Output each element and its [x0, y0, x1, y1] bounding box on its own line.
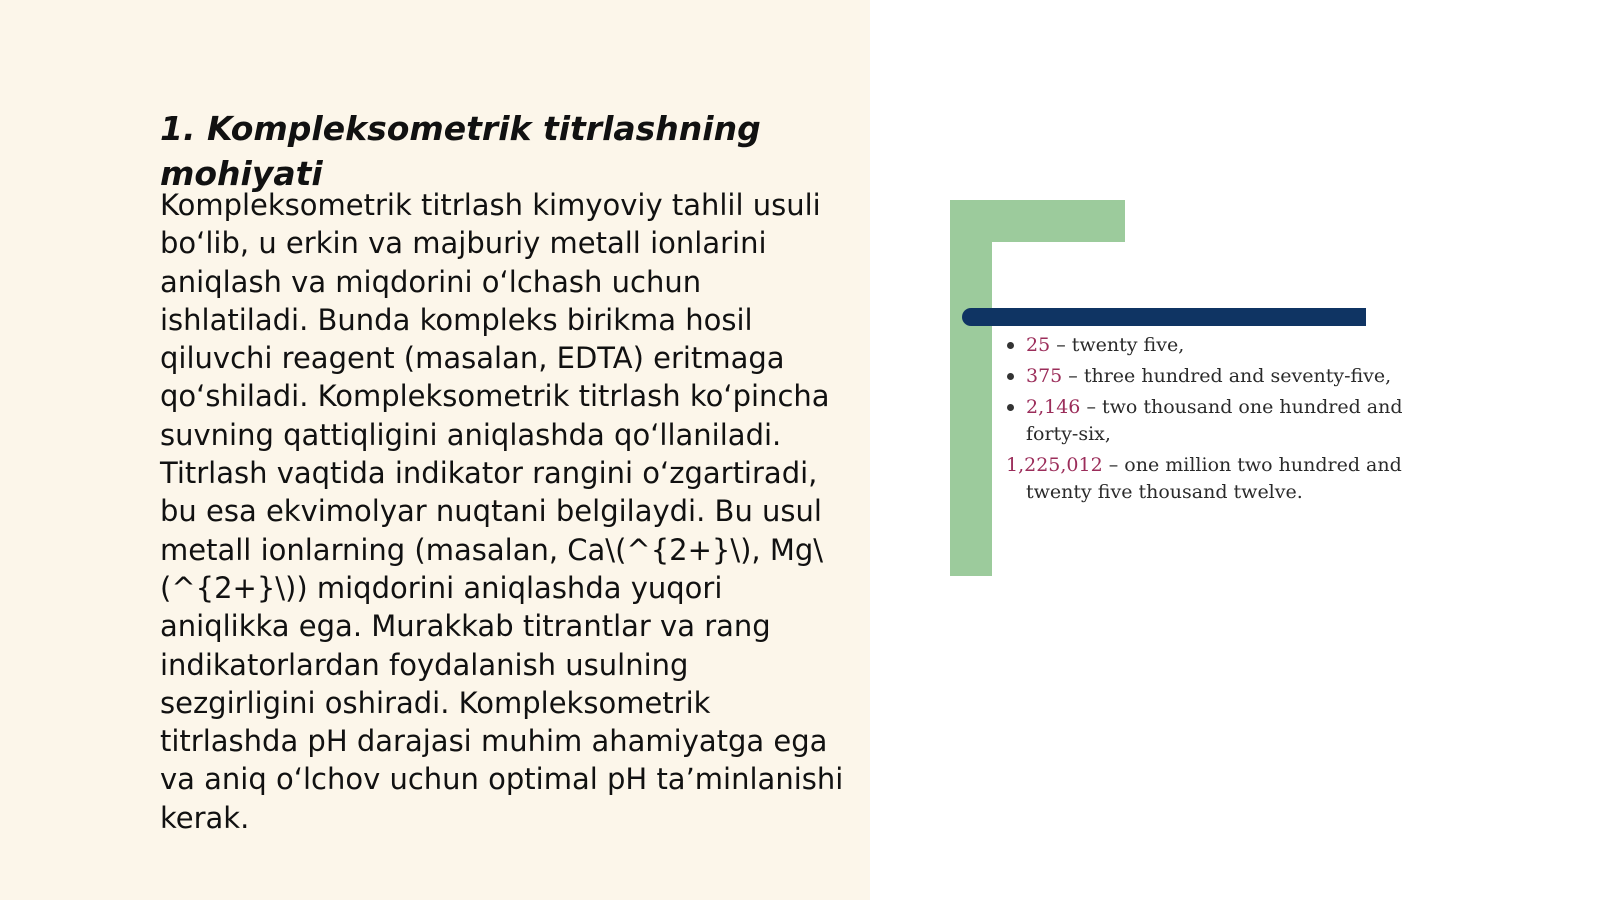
slide-body-text: Kompleksometrik titrlash kimyoviy tahlil usuli bo‘lib, u erkin va majburiy metall ionlarini aniqlash va miqdorini o‘lchash uchun ishlatiladi. Bunda kompleks birikma hosil qiluvchi reagent (masalan, EDTA) eritmaga qo‘shiladi. Kompleksometrik titrlash ko‘pincha suvning qattiqligini aniqlashda qo‘llaniladi. Titrlash vaqtida indikator rangini o‘zgartiradi, bu esa ekvimolyar nuqtani belgilaydi. Bu usul metall ionlarning (masalan, Ca\(^{2+}\), Mg\(^{2+}\)) miqdorini aniqlashda yuqori aniqlikka ega. Murakkab titrantlar va rang indikatorlardan foydalanish usulning sezgirligini oshiradi. Kompleksometrik titrlashda pH darajasi muhim ahamiyatga ega va aniq o‘lchov uchun optimal pH ta’minlanishi kerak. [160, 188, 844, 835]
bullet-icon [1007, 342, 1014, 349]
green-frame-left [950, 200, 992, 576]
list-item [1006, 332, 1436, 359]
bullet-icon [1007, 373, 1014, 380]
number-value: 2,146 [1026, 396, 1081, 418]
number-words: – one million two hundred and twenty five thousand twelve. [1026, 454, 1402, 503]
list-item [1006, 452, 1436, 506]
list-item [1006, 394, 1436, 448]
number-value: 1,225,012 [1006, 454, 1103, 476]
green-frame-corner [992, 242, 1012, 262]
numbers-list [1006, 332, 1436, 510]
slide-title: 1. Kompleksometrik titrlashning mohiyati [160, 109, 761, 193]
navy-bar [962, 308, 1366, 326]
numbers-figure [950, 200, 1430, 576]
number-words: – two thousand one hundred and forty-six, [1026, 396, 1403, 445]
number-words: – three hundred and seventy-five, [1062, 365, 1392, 387]
number-words: – twenty five, [1050, 334, 1185, 356]
number-value: 25 [1026, 334, 1051, 356]
bullet-icon [1007, 404, 1014, 411]
number-value: 375 [1026, 365, 1063, 387]
list-item [1006, 363, 1436, 390]
